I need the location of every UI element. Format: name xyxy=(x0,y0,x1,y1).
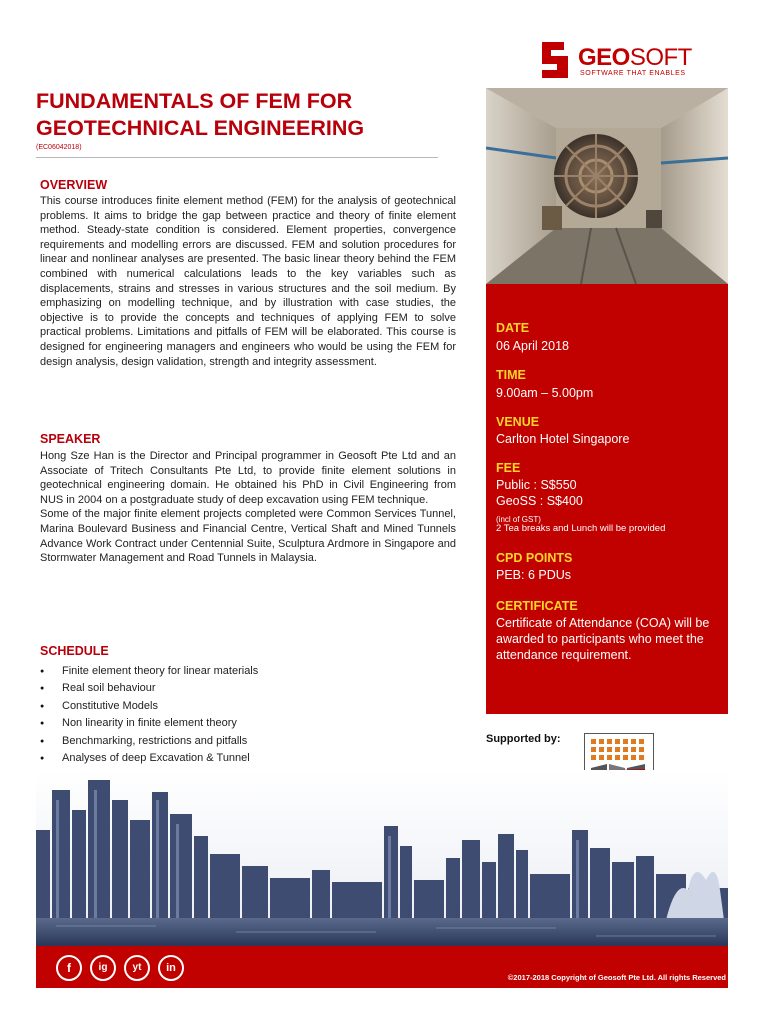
footer-bar xyxy=(36,946,728,988)
certificate-label: CERTIFICATE xyxy=(496,599,578,613)
geosoft-logo xyxy=(538,38,728,86)
speaker-heading: SPEAKER xyxy=(40,432,101,446)
youtube-icon[interactable]: yt xyxy=(124,955,150,981)
singapore-skyline-image xyxy=(36,770,728,946)
list-item: ● Finite element theory for linear materials xyxy=(40,663,460,680)
speaker-bio: Hong Sze Han is the Director and Principal programmer in Geosoft Pte Ltd and an Associate of Tritech Consultants Pte Ltd, to provide finite element solutions in geotechnical engineering domain. He obtained his PhD in Civil Engineering from NUS in 2004 on a postgraduate study of deep excavation using FEM technique. xyxy=(40,450,456,506)
speaker-projects: Some of the major finite element projects completed were Common Services Tunnel, Marina Boulevard Business and Financial Centre, Vertical Shaft and Mined Tunnels Advance Work Contract under Centennial Suite, Sculptura Ardmore in Singapore and Stormwater Management and Road Tunnels in Malaysia. xyxy=(40,508,456,565)
list-item: ● Constitutive Models xyxy=(40,698,460,715)
list-item: ● Benchmarking, restrictions and pitfalls xyxy=(40,733,460,750)
tunnel-photo xyxy=(486,88,728,284)
fee-label: FEE xyxy=(496,461,521,475)
venue-value: Carlton Hotel Singapore xyxy=(496,432,630,446)
venue-label: VENUE xyxy=(496,415,540,429)
list-item: ● Analyses of deep Excavation & Tunnel xyxy=(40,750,460,767)
fee-gst-note: (incl of GST) xyxy=(496,515,541,524)
speaker-text xyxy=(40,449,456,566)
overview-heading: OVERVIEW xyxy=(40,178,108,192)
fee-geoss: GeoSS : S$400 xyxy=(496,494,583,508)
date-value: 06 April 2018 xyxy=(496,339,569,353)
geosoft-mark-icon xyxy=(538,40,572,80)
schedule-heading: SCHEDULE xyxy=(40,644,109,658)
list-item: ● Non linearity in finite element theory xyxy=(40,715,460,732)
instagram-icon[interactable]: ig xyxy=(90,955,116,981)
linkedin-icon[interactable]: in xyxy=(158,955,184,981)
time-label: TIME xyxy=(496,368,526,382)
supported-by-label: Supported by: xyxy=(486,733,561,745)
list-item: ● Real soil behaviour xyxy=(40,680,460,697)
fee-meals-note: 2 Tea breaks and Lunch will be provided xyxy=(496,523,666,534)
cpd-value: PEB: 6 PDUs xyxy=(496,568,572,582)
event-info-panel xyxy=(486,284,728,714)
facebook-icon[interactable]: f xyxy=(56,955,82,981)
date-label: DATE xyxy=(496,321,530,335)
fee-public: Public : S$550 xyxy=(496,478,577,492)
brand-name: GEOSOFT xyxy=(578,44,692,71)
title-divider xyxy=(36,157,438,158)
time-value: 9.00am – 5.00pm xyxy=(496,386,594,400)
schedule-list xyxy=(40,663,460,767)
course-code: (EC06042018) xyxy=(36,144,82,151)
copyright-text: ©2017-2018 Copyright of Geosoft Pte Ltd. All rights Reserved xyxy=(507,973,726,982)
cpd-label: CPD POINTS xyxy=(496,551,573,565)
overview-text: This course introduces finite element method (FEM) for the analysis of geotechnical problems. It aims to bridge the gap between practice and theory of finite element method. Steady-state condition is considered. Element properties, convergence requirements and modelling errors are discussed. FEM and solution procedures for linear and nonlinear analyses are presented. The basic linear theory behind the FEM combined with numerical calculations leads to the key variables such as displacements, strains and stresses in various structures and the soil medium. By emphasizing on modelling technique, and by illustration with case studies, the objective is to provide the concepts and techniques of applying FEM to solve practical problems. Limitations and pitfalls of FEM will be elaborated. This course is designed for engineering managers and engineers who would be using the FEM for design analysis, design validation, strength and integrity assessment. xyxy=(40,195,456,368)
page-title: FUNDAMENTALS OF FEM FOR GEOTECHNICAL ENGINEERING xyxy=(36,89,365,140)
certificate-value: Certificate of Attendance (COA) will be awarded to participants who meet the attendance requirement. xyxy=(496,616,710,662)
brand-tagline: SOFTWARE THAT ENABLES xyxy=(580,70,686,77)
